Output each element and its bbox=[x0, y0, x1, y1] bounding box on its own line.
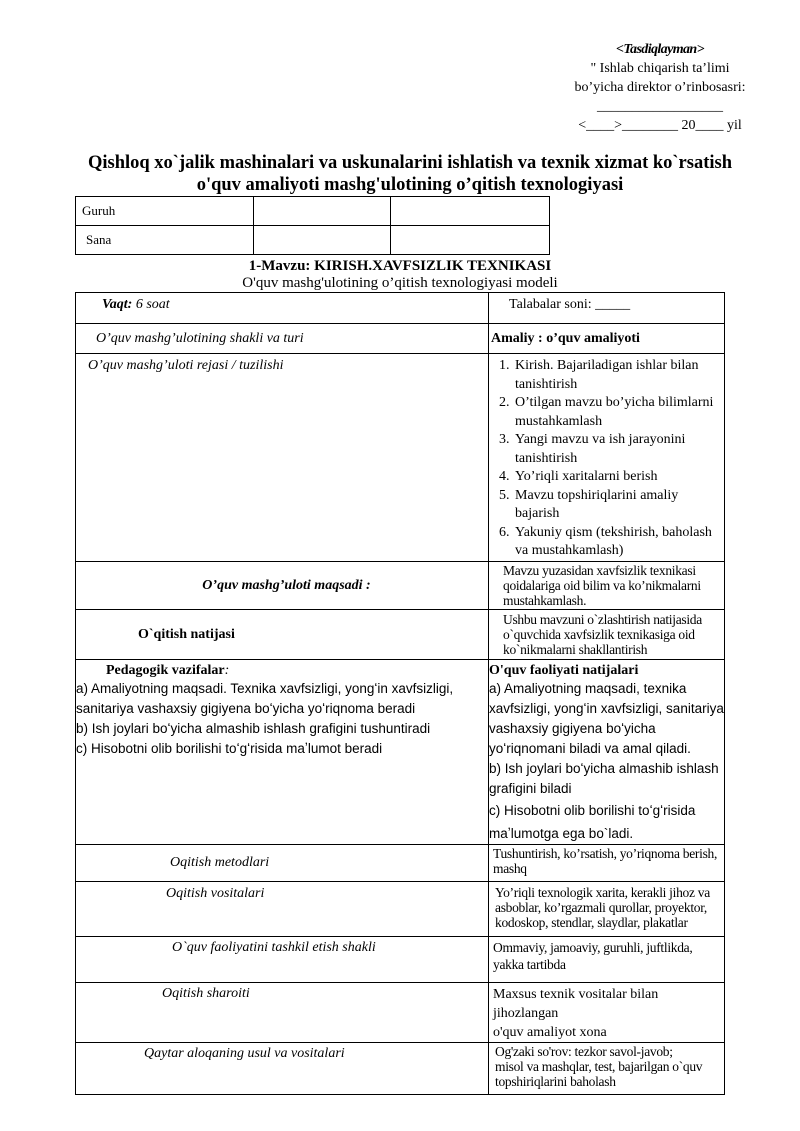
learning-results-title: O'quv faoliyati natijalari bbox=[489, 662, 639, 678]
plan-item: 6. Yakuniy qism (tekshirish, baholash va mustahkamlash) bbox=[513, 524, 722, 561]
time-cell bbox=[76, 293, 489, 324]
time-row bbox=[76, 293, 725, 324]
document-title bbox=[60, 152, 760, 196]
date-row bbox=[76, 226, 550, 255]
plan-label: O’quv mashg’uloti rejasi / tuzilishi bbox=[76, 354, 489, 562]
topic-header bbox=[75, 258, 725, 292]
learning-result-c: c) Hisobotni olib borilishi toʻgʻrisida bbox=[489, 802, 696, 818]
organization-value: Ommaviy, jamoaviy, guruhli, juftlikda, yakka tartibda bbox=[489, 936, 725, 982]
result-row bbox=[76, 609, 725, 659]
plan-cell bbox=[489, 354, 725, 562]
approval-date-line: <____>________ 20____ yil bbox=[578, 118, 742, 133]
learning-result-b: b) Ish joylari boʻyicha almashib ishlash grafigini biladi bbox=[489, 760, 719, 796]
methods-row bbox=[76, 844, 725, 881]
time-value: 6 soat bbox=[135, 297, 170, 312]
goal-value: Mavzu yuzasidan xavfsizlik texnikasi qoidalariga oid bilim va ko’nikmalarni mustahkamlash. bbox=[489, 561, 725, 609]
students-count: Talabalar soni: _____ bbox=[489, 293, 725, 324]
plan-item: 4. Yo’riqli xaritalarni berish bbox=[513, 468, 722, 487]
document-title-line-2: o'quv amaliyoti mashg'ulotining o’qitish texnologiyasi bbox=[196, 175, 624, 195]
lesson-model-table bbox=[75, 292, 725, 1095]
conditions-value-line-1: Maxsus texnik vositalar bilan jihozlangan bbox=[493, 986, 659, 1021]
conditions-value bbox=[489, 982, 725, 1042]
plan-item: 1. Kirish. Bajariladigan ishlar bilan tanishtirish bbox=[513, 357, 722, 394]
result-value: Ushbu mavzuni o`zlashtirish natijasida o`quvchida xavfsizlik texnikasiga oid ko`nikmalarni shakllantirish bbox=[489, 609, 725, 659]
conditions-value-line-2: o'quv amaliyot xona bbox=[493, 1024, 607, 1040]
group-cell-2 bbox=[391, 197, 550, 226]
time-label: Vaqt: bbox=[102, 297, 133, 312]
plan-list bbox=[489, 357, 722, 561]
approval-line-1: " Ishlab chiqarish ta’limi bbox=[590, 61, 730, 76]
pedagogical-task-c: c) Hisobotni olib borilishi toʻgʻrisida maʼlumot beradi bbox=[76, 740, 383, 756]
approval-heading: <Tasdiqlayman> bbox=[616, 42, 704, 57]
group-date-table bbox=[75, 196, 550, 255]
learning-result-c-cont: maʼlumotga ega bo`ladi. bbox=[489, 825, 634, 841]
date-label: Sana bbox=[76, 226, 254, 255]
group-cell-1 bbox=[254, 197, 391, 226]
form-value: Amaliy : o’quv amaliyoti bbox=[489, 324, 725, 354]
pedagogical-task-b: b) Ish joylari boʻyicha almashib ishlash grafigini tushuntiradi bbox=[76, 720, 431, 736]
methods-value: Tushuntirish, ko’rsatish, yo’riqnoma berish, mashq bbox=[489, 844, 725, 881]
organization-row bbox=[76, 936, 725, 982]
approval-line-2: bo’yicha direktor o’rinbosasri: bbox=[574, 80, 746, 95]
pedagogical-task-a: a) Amaliyotning maqsadi. Texnika xavfsizligi, yongʻin xavfsizligi, sanitariya vashaxsiy gigiyena boʻyicha yoʻriqnoma beradi bbox=[76, 680, 454, 716]
feedback-row bbox=[76, 1042, 725, 1094]
organization-label: O`quv faoliyatini tashkil etish shakli bbox=[76, 936, 489, 982]
date-cell-2 bbox=[391, 226, 550, 255]
date-cell-1 bbox=[254, 226, 391, 255]
result-label: O`qitish natijasi bbox=[76, 609, 489, 659]
approval-block bbox=[560, 40, 760, 135]
topic-title: 1-Mavzu: KIRISH.XAVFSIZLIK TEXNIKASI bbox=[248, 258, 552, 274]
conditions-row bbox=[76, 982, 725, 1042]
document-title-line-1: Qishloq xo`jalik mashinalari va uskunalarini ishlatish va texnik xizmat ko`rsatish bbox=[87, 153, 733, 173]
plan-item: 5. Mavzu topshiriqlarini amaliy bajarish bbox=[513, 487, 722, 524]
plan-row bbox=[76, 354, 725, 562]
goal-label: O’quv mashg’uloti maqsadi : bbox=[76, 561, 489, 609]
form-label: O’quv mashg’ulotining shakli va turi bbox=[76, 324, 489, 354]
tools-label: Oqitish vositalari bbox=[76, 881, 489, 936]
tasks-row bbox=[76, 659, 725, 844]
pedagogical-tasks-cell bbox=[76, 659, 489, 844]
tools-value: Yo’riqli texnologik xarita, kerakli jihoz va asboblar, ko’rgazmali qurollar, proyektor, kodoskop, stendlar, slaydlar, plakatlar bbox=[489, 881, 725, 936]
topic-subtitle: O'quv mashg'ulotining o’qitish texnologiyasi modeli bbox=[242, 275, 558, 291]
learning-result-a: a) Amaliyotning maqsadi, texnika xavfsizligi, yongʻin xavfsizligi, sanitariya vashaxsiy gigiyena boʻyicha yoʻriqnomani biladi va amal qiladi. bbox=[489, 680, 724, 756]
feedback-label: Qaytar aloqaning usul va vositalari bbox=[76, 1042, 489, 1094]
form-row bbox=[76, 324, 725, 354]
learning-results-cell bbox=[489, 659, 725, 844]
plan-item: 2. O’tilgan mavzu bo’yicha bilimlarni mustahkamlash bbox=[513, 394, 722, 431]
feedback-value: Og'zaki so'rov: tezkor savol-javob; misol va mashqlar, test, bajarilgan o`quv topshiriqlarini baholash bbox=[489, 1042, 725, 1094]
methods-label: Oqitish metodlari bbox=[76, 844, 489, 881]
tools-row bbox=[76, 881, 725, 936]
group-label: Guruh bbox=[76, 197, 254, 226]
goal-row bbox=[76, 561, 725, 609]
pedagogical-tasks-title: Pedagogik vazifalar: bbox=[106, 662, 230, 678]
conditions-label: Oqitish sharoiti bbox=[76, 982, 489, 1042]
group-row bbox=[76, 197, 550, 226]
plan-item: 3. Yangi mavzu va ish jarayonini tanishtirish bbox=[513, 431, 722, 468]
approval-signature-line: __________________ bbox=[597, 99, 723, 114]
